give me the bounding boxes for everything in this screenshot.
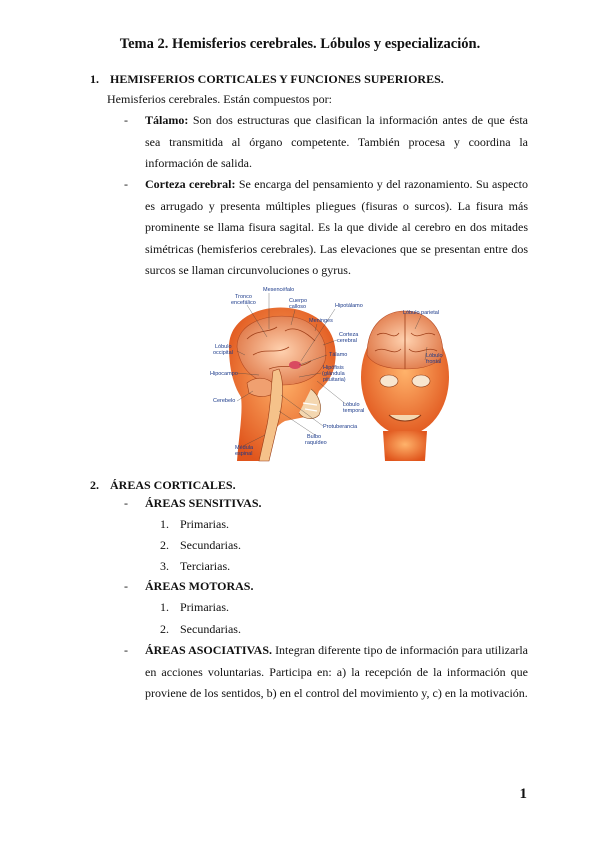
bullet-term: Tálamo: (145, 113, 189, 127)
list-text: Secundarias. (180, 538, 241, 552)
list-number: 2. (160, 538, 169, 552)
list-text: Terciarias. (180, 559, 231, 573)
section1-number: 1. (90, 72, 99, 86)
list-item (160, 538, 241, 553)
label-meninges: Meninges (309, 318, 333, 324)
subsection-text: Integran diferente tipo de información para utilizarla en acciones voluntarias. Participa en: a) la recepción de la información que proviene de los sentidos, b) en el control del movimiento y, c) en la motivación. (145, 643, 528, 700)
page-title: Tema 2. Hemisferios cerebrales. Lóbulos y especialización. (119, 36, 481, 52)
section2-heading (90, 478, 236, 493)
list-item (160, 517, 229, 532)
list-number: 1. (160, 600, 169, 614)
label-tronco: Tronco (235, 294, 252, 300)
bullet-dash: - (124, 579, 128, 593)
label-lobulo-frontal-1: Lóbulo (426, 353, 443, 359)
label-encefalico: encefálico (231, 300, 256, 306)
label-cuerpo: Cuerpo (289, 298, 308, 304)
subsection-heading: ÁREAS ASOCIATIVAS. (145, 643, 272, 657)
list-text: Primarias. (180, 600, 229, 614)
label-medula: Médula (235, 445, 254, 451)
label-lobulo-temporal-2: temporal (343, 408, 365, 414)
bullet-term: Corteza cerebral: (145, 177, 236, 191)
label-talamo: Tálamo (329, 352, 348, 358)
label-espinal: espinal (235, 451, 253, 457)
list-number: 1. (160, 517, 169, 531)
label-glandula: (glándula (322, 371, 345, 377)
brain-anatomy-figure (207, 285, 477, 463)
subsection-heading: ÁREAS SENSITIVAS. (145, 496, 262, 510)
section2-title: ÁREAS CORTICALES. (110, 478, 236, 492)
label-protuberancia: Protuberancia (323, 424, 358, 430)
list-item (160, 622, 241, 637)
subsection-asociativas (124, 640, 528, 705)
bullet-dash: - (124, 643, 128, 657)
section2-number: 2. (90, 478, 99, 492)
label-lobulo-temporal-1: Lóbulo (343, 402, 360, 408)
label-lobulo-parietal: Lóbulo parietal (403, 310, 440, 316)
subsection-heading: ÁREAS MOTORAS. (145, 579, 254, 593)
label-calloso: calloso (289, 304, 307, 310)
label-mesencefalo: Mesencéfalo (263, 287, 295, 293)
label-cerebelo: Cerebelo (213, 398, 236, 404)
bullet-dash: - (124, 177, 128, 191)
section1-heading (90, 72, 444, 87)
label-corteza: Corteza (339, 332, 359, 338)
section1-intro: Hemisferios cerebrales. Están compuestos por: (107, 92, 332, 106)
bullet-text: Son dos estructuras que clasifican la información antes de que ésta sea transmitida al órgano competente. También procesa y coordina la información de salida. (145, 113, 528, 170)
label-lobulo-occipital-2: occipital (213, 350, 233, 356)
bullet-corteza (124, 174, 528, 282)
list-number: 3. (160, 559, 169, 573)
bullet-dash: - (124, 113, 128, 127)
label-raquideo: raquídeo (305, 440, 327, 446)
list-item (160, 600, 229, 615)
bullet-text: Se encarga del pensamiento y del razonamiento. Su aspecto es arrugado y presenta múltiples pliegues (fisuras o surcos). La fisura más prominente se llama fisura sagital. Es la que divide al cerebro en dos mitades simétricas (hemisferios cerebrales). Las elevaciones que se presentan entre dos surcos se llaman circunvoluciones o gyrus. (145, 177, 528, 277)
section1-title: HEMISFERIOS CORTICALES Y FUNCIONES SUPERIORES. (110, 72, 444, 86)
list-item (160, 559, 230, 574)
label-lobulo-occipital-1: Lóbulo (215, 344, 232, 350)
list-text: Primarias. (180, 517, 229, 531)
subsection-sensitivas (124, 493, 528, 515)
subsection-motoras (124, 576, 528, 598)
label-hipocampo: Hipocampo (210, 371, 238, 377)
list-number: 2. (160, 622, 169, 636)
bullet-talamo (124, 110, 528, 175)
page-number: 1 (519, 786, 527, 802)
list-text: Secundarias. (180, 622, 241, 636)
label-bulbo: Bulbo (307, 434, 322, 440)
label-hipotalamo: Hipotálamo (335, 303, 363, 309)
label-pituitaria: pituitaria) (323, 377, 346, 383)
label-hipofisis: Hipófisis (323, 365, 344, 371)
label-lobulo-frontal-2: frontal (426, 359, 442, 365)
bullet-dash: - (124, 496, 128, 510)
label-cerebral: cerebral (337, 338, 357, 344)
front-head-illustration (361, 311, 449, 461)
